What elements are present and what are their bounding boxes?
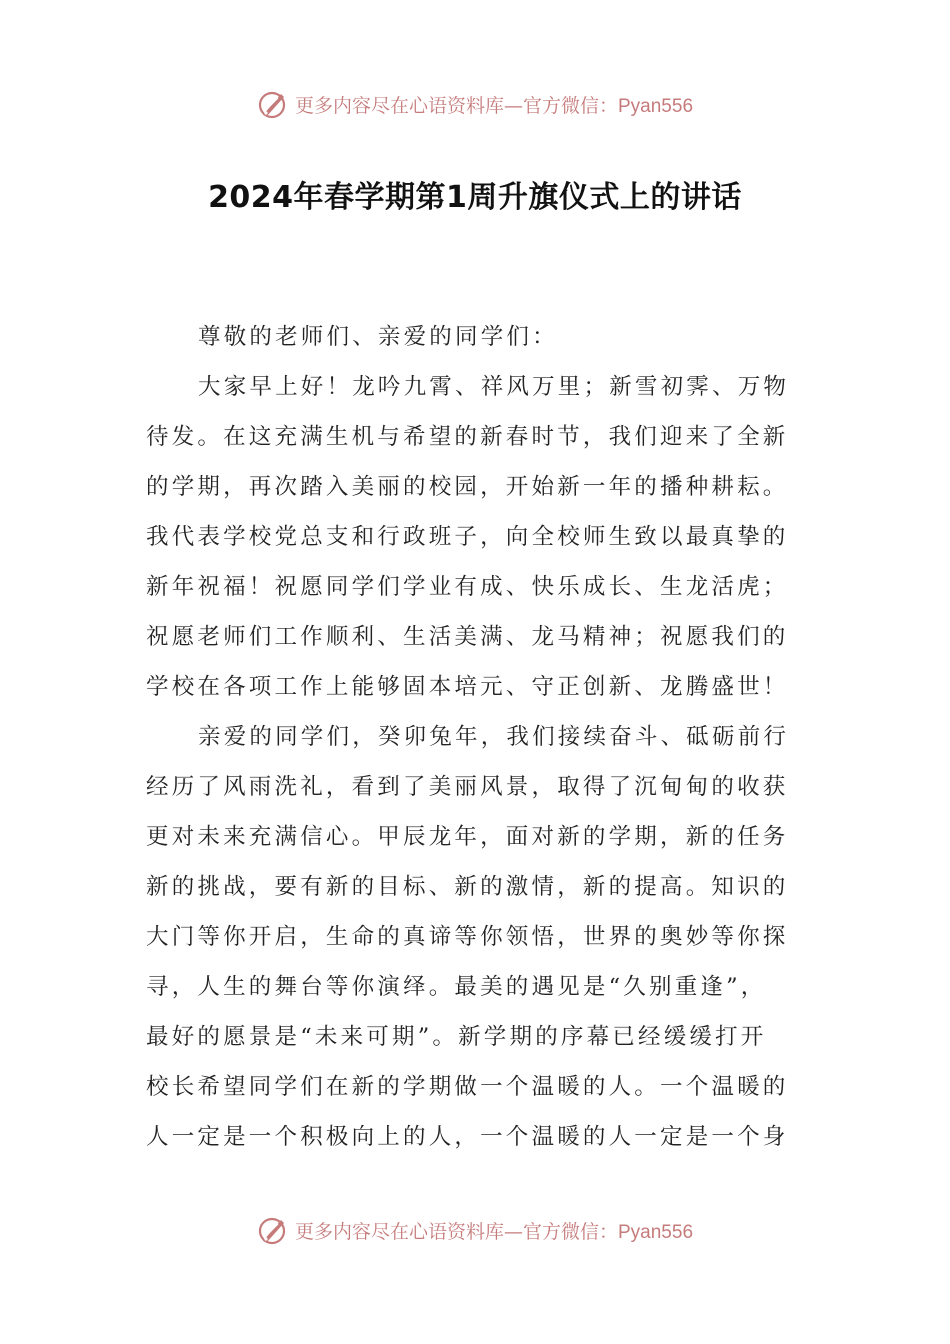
footer-watermark (0, 1210, 950, 1250)
quill-logo-icon (257, 1214, 289, 1246)
wechat-id: Pyan556 (618, 1221, 694, 1243)
body-line: 最好的愿景是“未来可期”。新学期的序幕已经缓缓打开 (146, 1024, 767, 1050)
body-line: 我代表学校党总支和行政班子，向全校师生致以最真挚的 (146, 524, 789, 550)
wechat-id: Pyan556 (618, 95, 694, 117)
body-line: 尊敬的老师们、亲爱的同学们： (198, 324, 558, 350)
body-line: 待发。在这充满生机与希望的新春时节，我们迎来了全新 (146, 424, 789, 450)
watermark-text: 更多内容尽在心语资料库—官方微信：Pyan556 (294, 94, 694, 117)
body-line: 学校在各项工作上能够固本培元、守正创新、龙腾盛世！ (146, 674, 789, 700)
body-line: 寻，人生的舞台等你演绎。最美的遇见是“久别重逢”， (146, 974, 767, 1000)
body-line: 人一定是一个积极向上的人，一个温暖的人一定是一个身 (146, 1124, 789, 1150)
body-line: 更对未来充满信心。甲辰龙年，面对新的学期，新的任务 (146, 824, 789, 850)
body-line: 的学期，再次踏入美丽的校园，开始新一年的播种耕耘。 (146, 474, 789, 500)
document-body (146, 312, 806, 1162)
body-line: 新年祝福！祝愿同学们学业有成、快乐成长、生龙活虎； (146, 574, 789, 600)
watermark-text: 更多内容尽在心语资料库—官方微信：Pyan556 (294, 1220, 694, 1243)
body-line: 祝愿老师们工作顺利、生活美满、龙马精神；祝愿我们的 (146, 624, 789, 650)
document-title: 2024年春学期第1周升旗仪式上的讲话 (208, 180, 742, 215)
header-watermark (0, 84, 950, 124)
quill-logo-icon (257, 88, 289, 120)
body-line: 大门等你开启，生命的真谛等你领悟，世界的奥妙等你探 (146, 924, 789, 950)
body-line: 校长希望同学们在新的学期做一个温暖的人。一个温暖的 (146, 1074, 789, 1100)
body-line: 经历了风雨洗礼，看到了美丽风景，取得了沉甸甸的收获 (146, 774, 789, 800)
body-line: 亲爱的同学们，癸卯兔年，我们接续奋斗、砥砺前行 (198, 724, 790, 750)
body-line: 新的挑战，要有新的目标、新的激情，新的提高。知识的 (146, 874, 789, 900)
body-line: 大家早上好！龙吟九霄、祥风万里；新雪初霁、万物 (198, 374, 790, 400)
